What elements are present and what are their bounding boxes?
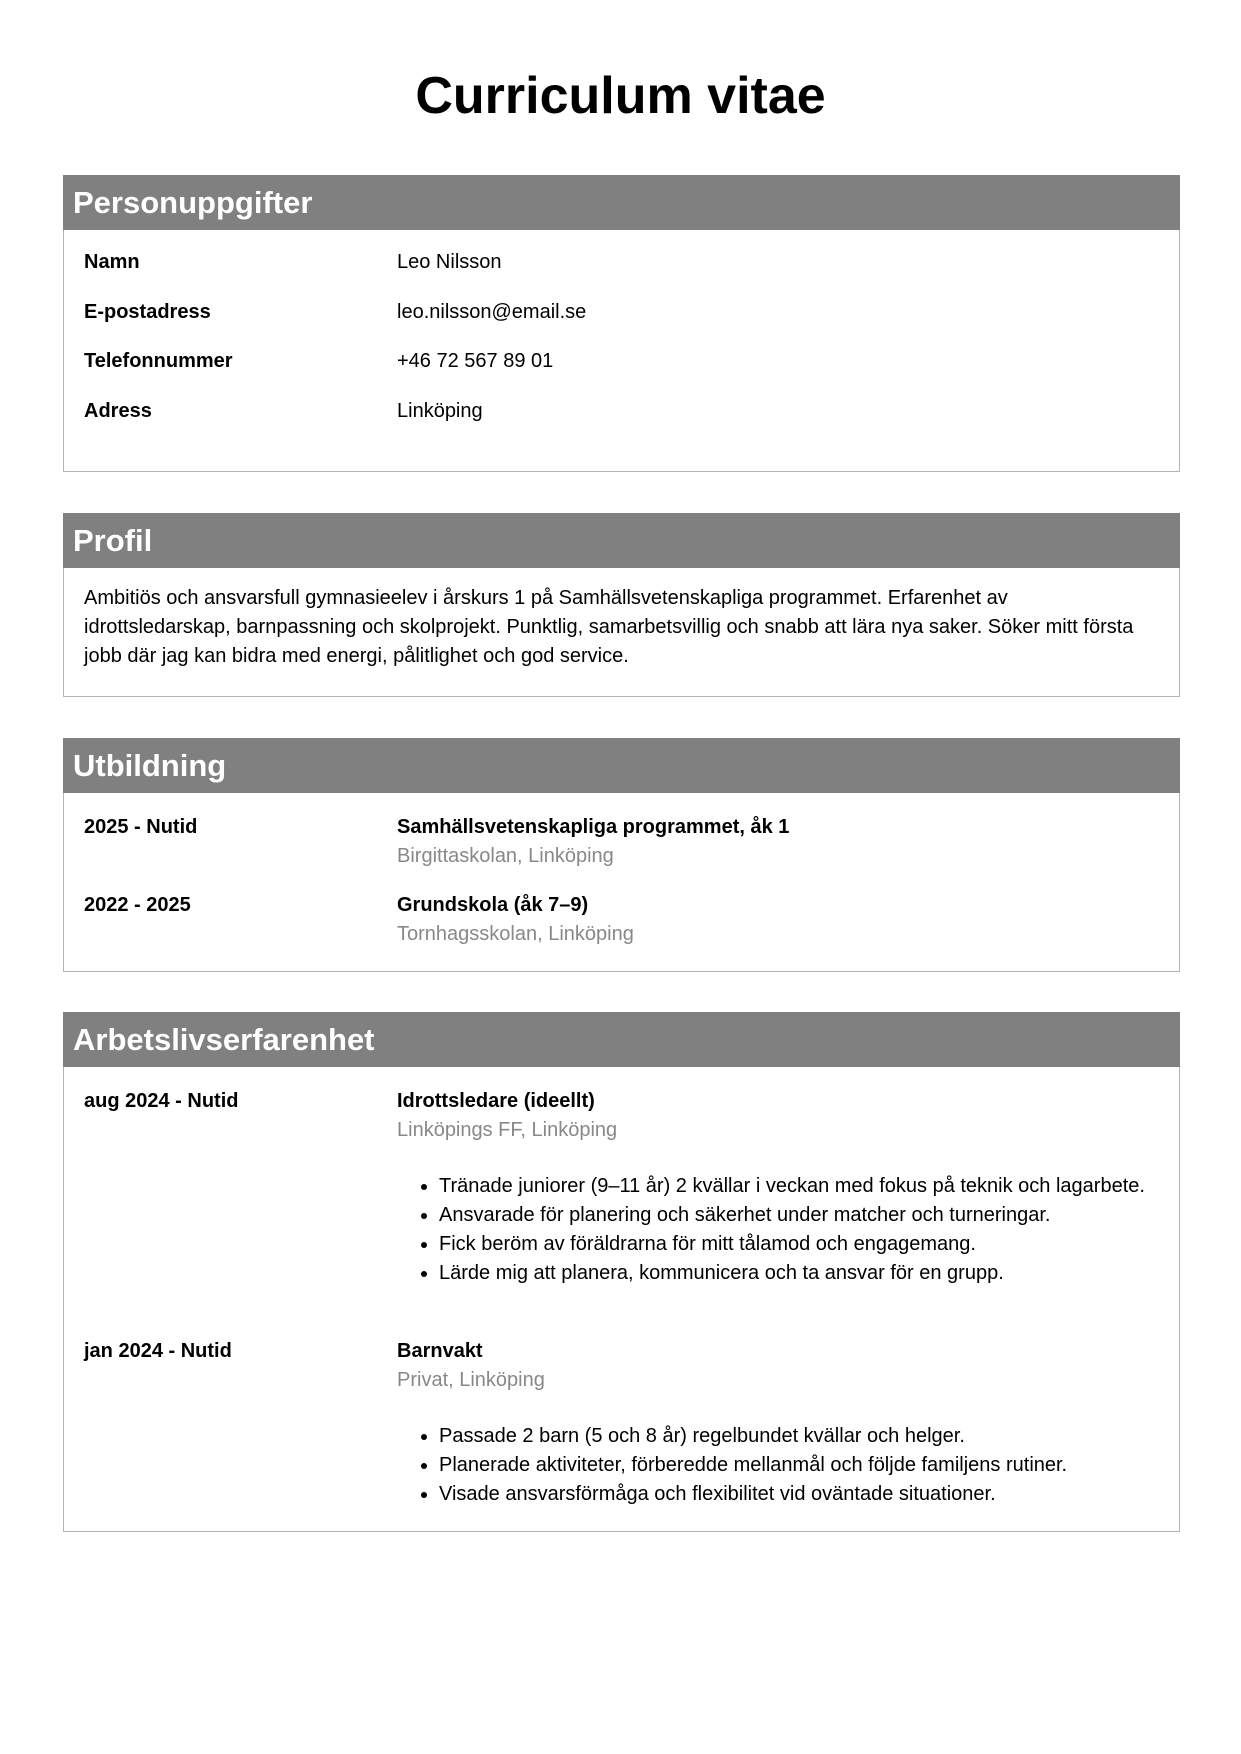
experience-bullets [397,1172,1159,1288]
education-title: Grundskola (åk 7–9) [397,894,589,916]
education-period: 2022 - 2025 [84,894,191,916]
bullet-item: • Lärde mig att planera, kommunicera och ta ansvar för en grupp. [439,1259,1159,1288]
personal-section [63,175,1180,472]
personal-row [84,399,1159,449]
experience-bullets [397,1422,1159,1509]
personal-row [84,349,1159,399]
experience-place: Privat, Linköping [397,1369,545,1391]
experience-section [63,1012,1180,1532]
section-header-profile: Profil [63,513,1180,568]
personal-row [84,250,1159,300]
bullet-item: • Fick beröm av föräldrarna för mitt tålamod och engagemang. [439,1230,1159,1259]
section-header-personal: Personuppgifter [63,175,1180,230]
section-header-experience: Arbetslivserfarenhet [63,1012,1180,1067]
personal-value: +46 72 567 89 01 [397,350,554,372]
experience-title: Barnvakt [397,1340,483,1362]
personal-label: Adress [84,399,152,422]
bullet-item: • Ansvarade för planering och säkerhet under matcher och turneringar. [439,1201,1159,1230]
personal-label: Telefonnummer [84,350,233,372]
bullet-item: • Tränade juniorer (9–11 år) 2 kvällar i veckan med fokus på teknik och lagarbete. [439,1172,1159,1201]
profile-section [63,513,1180,697]
personal-label: Namn [84,251,140,273]
experience-item [84,1087,1159,1337]
experience-item [84,1337,1159,1509]
personal-label: E-postadress [84,300,211,323]
personal-value: Leo Nilsson [397,251,502,273]
education-place: Birgittaskolan, Linköping [397,845,614,867]
bullet-item: • Passade 2 barn (5 och 8 år) regelbundet kvällar och helger. [439,1422,1159,1451]
experience-title: Idrottsledare (ideellt) [397,1090,595,1112]
profile-text: Ambitiös och ansvarsfull gymnasieelev i årskurs 1 på Samhällsvetenskapliga programmet. Erfarenhet av idrottsledarskap, barnpassning och skolprojekt. Punktlig, samarbetsvillig och snabb att lära nya saker. Söker mitt första jobb där jag kan bidra med energi, pålitlighet och god service. [84,587,1134,667]
section-header-education: Utbildning [63,738,1180,793]
experience-period: jan 2024 - Nutid [84,1340,232,1362]
education-title: Samhällsvetenskapliga programmet, åk 1 [397,816,790,838]
bullet-item: • Visade ansvarsförmåga och flexibilitet vid oväntade situationer. [439,1480,1159,1509]
personal-value: Linköping [397,399,483,422]
education-place: Tornhagsskolan, Linköping [397,923,634,945]
experience-place: Linköpings FF, Linköping [397,1119,618,1141]
education-item [84,891,1159,949]
education-item [84,813,1159,891]
education-period: 2025 - Nutid [84,816,198,838]
personal-value: leo.nilsson@email.se [397,300,587,323]
bullet-item: • Planerade aktiviteter, förberedde mellanmål och följde familjens rutiner. [439,1451,1159,1480]
education-section [63,738,1180,972]
page-title: Curriculum vitae [415,67,826,125]
personal-row [84,300,1159,350]
experience-period: aug 2024 - Nutid [84,1090,239,1112]
